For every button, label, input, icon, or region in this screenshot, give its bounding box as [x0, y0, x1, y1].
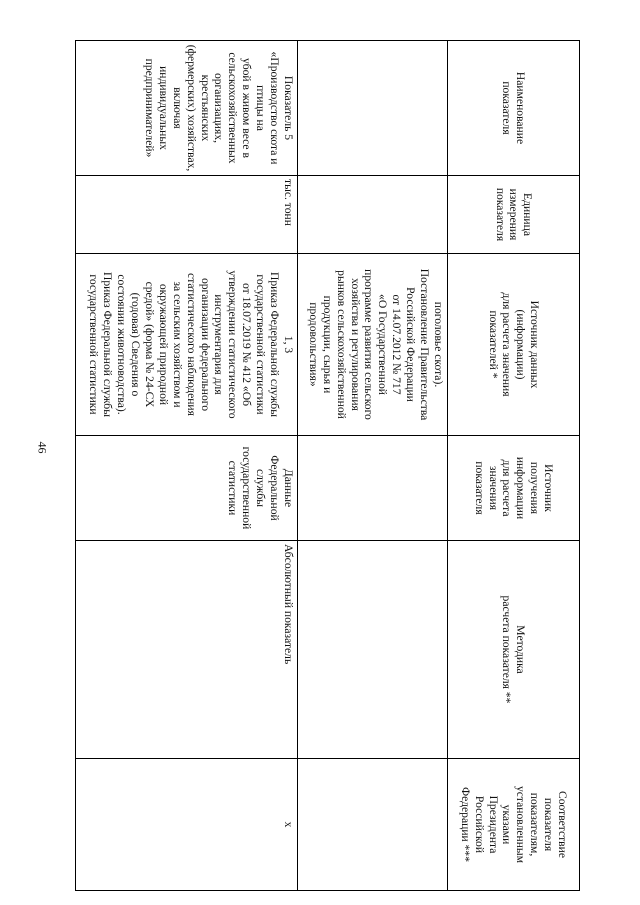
cell-calculation-method: Абсолютный показатель	[76, 541, 298, 759]
header-presidential-decree-compliance: Соответствие показателя показателям, установленным указами Президента Российской Федерации ***	[448, 759, 580, 891]
table-row	[298, 41, 448, 891]
page-number: 46	[35, 441, 50, 454]
cell-data-source: 1, 3 Приказ Федеральной службы государственной статистики от 18.07.2019 № 412 «Об утверждении статистического инструментария для организации федерального статистического наблюдения за сельским хозяйством и окружающей природной средой» (форма № 24-СХ (годовая) Сведения о состоянии животноводства). Приказ Федеральной службы государственной статистики	[76, 254, 298, 436]
header-data-source: Источник данных (информации) для расчета значения показателей *	[448, 254, 580, 436]
cell-data-source: поголовье скота). Постановление Правительства Российской Федерации от 14.07.2012 № 717 «О Государственной программе развития сельского хозяйства и регулирования рынков сельскохозяйственной продукции, сырья и продовольствия»	[298, 254, 448, 436]
cell-indicator-name	[298, 41, 448, 176]
header-unit: Единица измерения показателя	[448, 176, 580, 254]
header-info-source: Источник получения информации для расчета значения показателя	[448, 436, 580, 541]
indicator-table	[75, 40, 580, 891]
cell-decree-compliance: х	[76, 759, 298, 891]
cell-unit: тыс. тонн	[76, 176, 298, 254]
cell-indicator-name: Показатель 5 «Производство скота и птицы на убой в живом весе в сельскохозяйственных организациях, крестьянских (фермерских) хозяйствах, включая индивидуальных предпринимателей»	[76, 41, 298, 176]
indicator-table-container	[75, 40, 580, 890]
cell-unit	[298, 176, 448, 254]
cell-decree-compliance	[298, 759, 448, 891]
header-calculation-method: Методика расчета показателя **	[448, 541, 580, 759]
header-indicator-name: Наименование показателя	[448, 41, 580, 176]
cell-info-source: Данные Федеральной службы государственной статистики	[76, 436, 298, 541]
table-row	[76, 41, 298, 891]
cell-calculation-method	[298, 541, 448, 759]
cell-info-source	[298, 436, 448, 541]
table-header-row	[448, 41, 580, 891]
